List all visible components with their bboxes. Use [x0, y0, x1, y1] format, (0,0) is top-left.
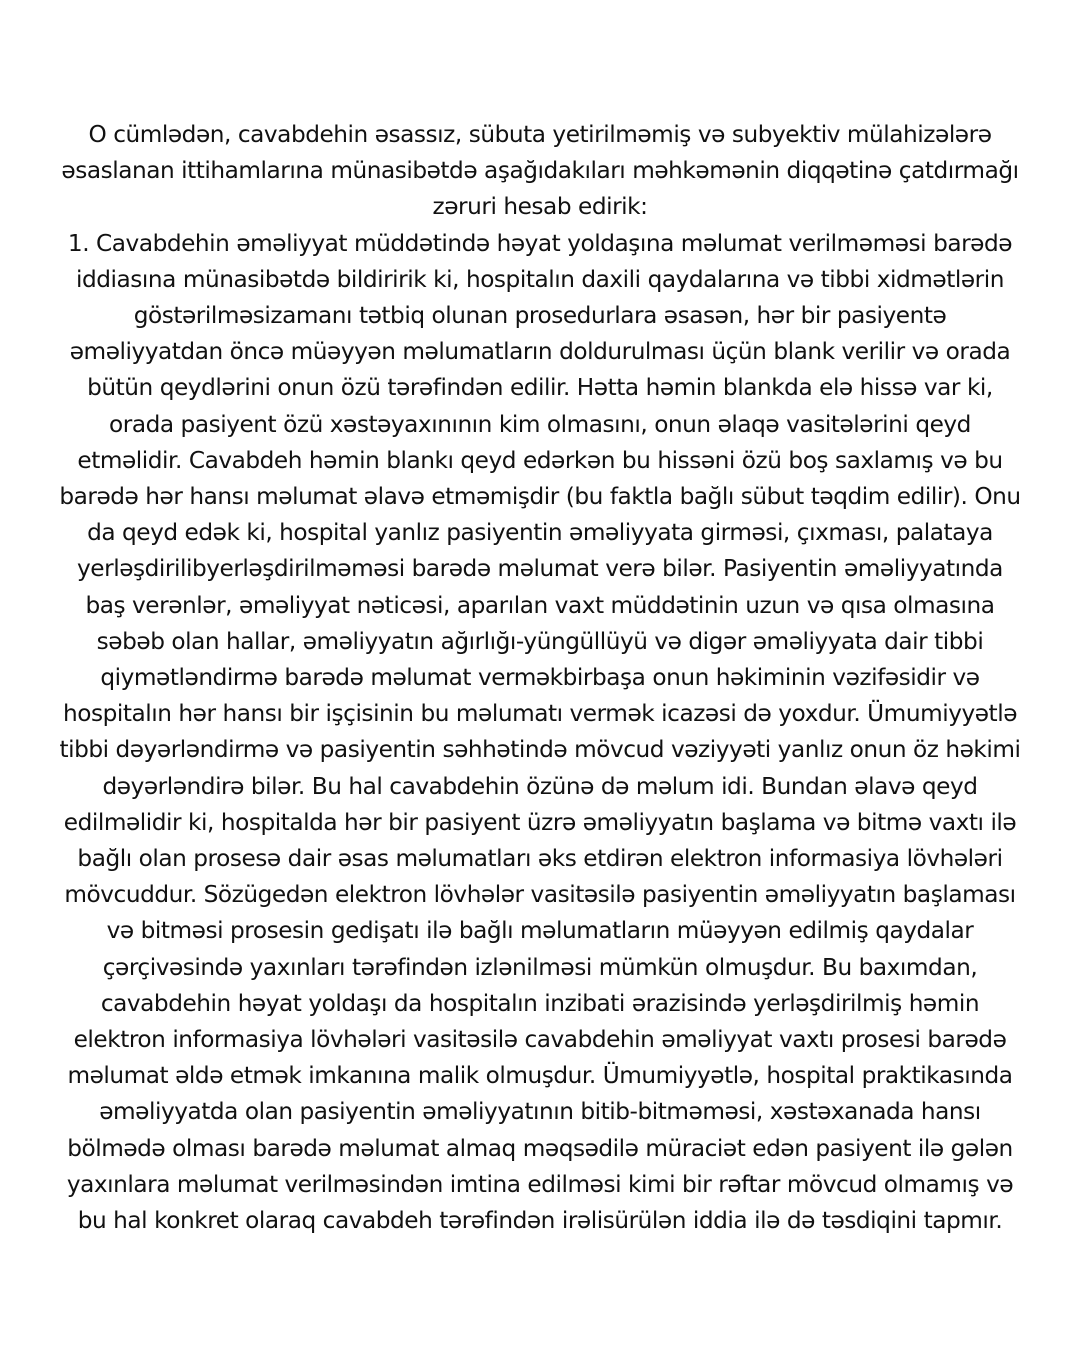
text-line: barədə hər hansı məlumat əlavə etməmişdir (bu faktla bağlı sübut təqdim edilir). Onu — [59, 483, 1021, 511]
text-line: baş verənlər, əməliyyat nəticəsi, aparılan vaxt müddətinin uzun və qısa olmasına — [85, 591, 995, 619]
text-line: yaxınlara məlumat verilməsindən imtina edilməsi kimi bir rəftar mövcud olmamış və — [66, 1170, 1014, 1198]
text-line: yerləşdirilibyerləşdirilməməsi barədə məlumat verə bilər. Pasiyentin əməliyyatında — [77, 555, 1003, 583]
text-line: dəyərləndirə bilər. Bu hal cavabdehin özünə də məlum idi. Bundan əlavə qeyd — [102, 772, 978, 800]
text-line: bölmədə olması barədə məlumat almaq məqsədilə müraciət edən pasiyent ilə gələn — [67, 1134, 1013, 1162]
text-line: iddiasına münasibətdə bildiririk ki, hospitalın daxili qaydalarına və tibbi xidmətlərin — [76, 265, 1004, 293]
text-line: da qeyd edək ki, hospital yanlız pasiyentin əməliyyata girməsi, çıxması, palataya — [87, 519, 993, 547]
text-line: O cümlədən, cavabdehin əsassız, sübuta yetirilməmiş və subyektiv mülahizələrə — [88, 121, 992, 148]
text-line: hospitalın hər hansı bir işçisinin bu məlumatı vermək icazəsi də yoxdur. Ümumiyyətlə — [62, 700, 1018, 728]
text-line: 1. Cavabdehin əməliyyat müddətində həyat yoldaşına məlumat verilməməsi barədə — [67, 229, 1013, 257]
text-line: əsaslanan ittihamlarına münasibətdə aşağıdakıları məhkəmənin diqqətinə çatdırmağı — [61, 157, 1019, 185]
text-line: bağlı olan prosesə dair əsas məlumatları əks etdirən elektron informasiya lövhələri — [77, 845, 1003, 873]
text-line: tibbi dəyərləndirmə və pasiyentin səhhətində mövcud vəziyyəti yanlız onun öz həkimi — [59, 736, 1021, 764]
text-line: səbəb olan hallar, əməliyyatın ağırlığı-yüngüllüyü və digər əməliyyata dair tibbi — [96, 627, 984, 655]
text-line: elektron informasiya lövhələri vasitəsilə cavabdehin əməliyyat vaxtı prosesi barədə — [73, 1026, 1007, 1054]
text-line: bütün qeydlərini onun özü tərəfindən edilir. Hətta həmin blankda elə hissə var ki, — [87, 374, 993, 402]
text-line: cavabdehin həyat yoldaşı da hospitalın inzibati ərazisində yerləşdirilmiş həmin — [100, 989, 980, 1017]
text-line: zəruri hesab edirik: — [432, 193, 648, 221]
text-line: mövcuddur. Sözügedən elektron lövhələr vasitəsilə pasiyentin əməliyyatın başlaması — [64, 881, 1016, 909]
text-line: edilməlidir ki, hospitalda hər bir pasiyent üzrə əməliyyatın başlama və bitmə vaxtı ilə — [63, 808, 1017, 836]
intro-paragraph — [0, 117, 1080, 226]
text-line: etməlidir. Cavabdeh həmin blankı qeyd edərkən bu hissəni özü boş saxlamış və bu — [77, 446, 1003, 474]
text-line: əməliyyatdan öncə müəyyən məlumatların doldurulması üçün blank verilir və orada — [69, 338, 1011, 366]
text-line: qiymətləndirmə barədə məlumat verməkbirbaşa onun həkiminin vəzifəsidir və — [100, 664, 980, 692]
point-1-paragraph — [0, 226, 1080, 1240]
text-line: çərçivəsində yaxınları tərəfindən izlənilməsi mümkün olmuşdur. Bu baxımdan, — [102, 953, 978, 981]
text-line: göstərilməsizamanı tətbiq olunan prosedurlara əsasən, hər bir pasiyentə — [133, 302, 947, 330]
text-line: orada pasiyent özü xəstəyaxınının kim olmasını, onun əlaqə vasitələrini qeyd — [109, 410, 971, 438]
text-line: bu hal konkret olaraq cavabdeh tərəfindən irəlisürülən iddia ilə də təsdiqini tapmır. — [77, 1207, 1003, 1235]
text-line: əməliyyatda olan pasiyentin əməliyyatının bitib-bitməməsi, xəstəxanada hansı — [99, 1098, 981, 1126]
document-body — [0, 117, 1080, 1239]
text-line: və bitməsi prosesin gedişatı ilə bağlı məlumatların müəyyən edilmiş qaydalar — [106, 917, 974, 945]
text-line: məlumat əldə etmək imkanına malik olmuşdur. Ümumiyyətlə, hospital praktikasında — [67, 1062, 1013, 1090]
